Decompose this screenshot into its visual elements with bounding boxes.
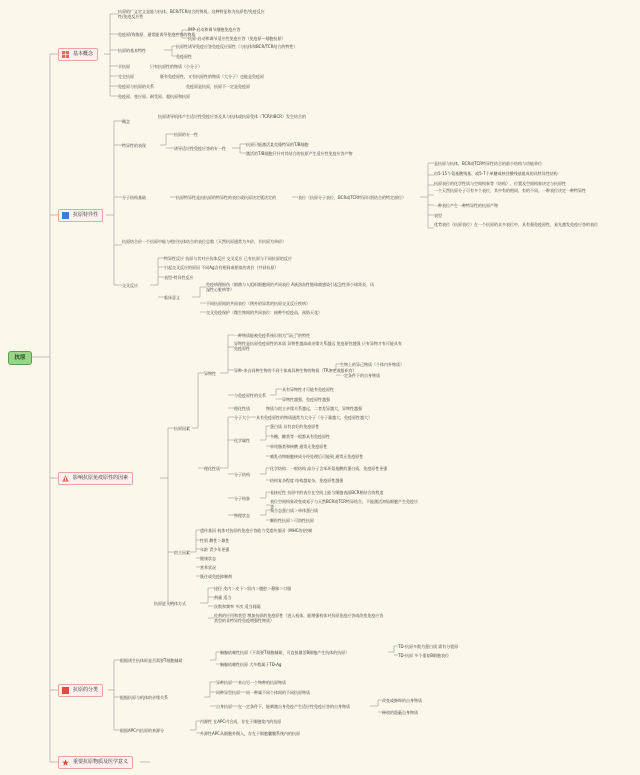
warning-icon — [62, 475, 69, 482]
node-s2-n3c5[interactable]: 一种表位产生一种特异性的抗原产物 — [434, 203, 498, 208]
node-s2-n5d3[interactable]: 交叉免疫保护（微生物间的共同表位：接种牛痘疫苗，预防天花） — [206, 310, 322, 315]
section-important-antigens[interactable] — [58, 756, 133, 769]
grid-icon — [62, 51, 69, 58]
node-s3-n3b[interactable]: 剂量 适当 — [214, 595, 232, 600]
node-s1-n5[interactable]: 完全抗原 — [118, 74, 134, 79]
node-s3-n2e[interactable]: 营养状况 — [200, 565, 216, 570]
node-s1-n4[interactable]: 半抗原 — [118, 64, 130, 69]
node-s3-n2a[interactable]: 遗传基因 机体对抗原的免疫应答能力受遗传基因（MHC的)控制 — [200, 528, 313, 533]
node-s4-n2a1[interactable]: 来自另一个物种的抗原物质 — [238, 680, 286, 685]
node-s1-n4a[interactable]: 只有抗原性的物质（小分子） — [150, 64, 202, 69]
node-s3-n3a[interactable]: 途径 皮内＞皮下＞肌内＞腹腔＞静脉＞口服 — [214, 586, 292, 591]
node-s4-n3b[interactable]: 外源性APC从细胞外摄入，存在于细胞囊膜系统内的抗原 — [200, 731, 300, 736]
node-s2-n5[interactable]: 交叉反应 — [122, 283, 138, 288]
section-immunogenicity-factors[interactable] — [58, 472, 133, 485]
node-s2-n2a[interactable]: 抗原的专一性 — [174, 132, 198, 137]
section-antigen-classification[interactable] — [58, 684, 103, 697]
node-s2-n3a[interactable]: 抗原特异性是由抗原的特异性的表位或抗原决定簇决定的 — [176, 195, 276, 200]
node-s3-n1a5a[interactable]: 物质与宿主亲缘关系越远，二者差异越大，异物性越强 — [266, 406, 362, 411]
node-s3-n1b3[interactable]: 分子结构 — [234, 472, 250, 477]
node-s2-n3[interactable]: 分子结构基础 — [122, 195, 146, 200]
node-s3-n3d[interactable]: 佐剂的应用和类型 增加抗原的免疫原性（进入机体，能增强机体对抗原免疫应答或改变免疫应答类型的非特异性免疫增强性物质） — [214, 613, 384, 624]
node-s3-n1a5[interactable]: 理化性质 — [234, 406, 250, 411]
node-s1-n7[interactable]: 免疫原、变应原、耐受原、超抗原和抗原 — [118, 94, 190, 99]
section-label: 重要抗原物质及医学意义 — [73, 759, 129, 765]
node-s3-n3[interactable]: 抗原进入机体方式 — [154, 601, 186, 606]
node-s2-n5c[interactable]: 表型-特异性反应 — [164, 275, 194, 280]
section-label: 抗原的分类 — [73, 687, 99, 693]
node-s1-n6a[interactable]: 免疫原是抗原，抗原不一定是免疫原 — [186, 84, 250, 89]
node-s3-n1a3[interactable]: 异种-来自同种生物的不同个体或异种生物的物质（TR决定或组织有） — [234, 368, 357, 373]
node-s2-n5d2[interactable]: 不同抗原间的共同表位（例外的异常的抗原交叉反应疾病） — [206, 301, 310, 306]
node-s3-n1a4b[interactable]: 异物性越强，免疫原性越强 — [282, 397, 330, 402]
node-s3-n1b4a[interactable]: 易接近性 抗原中的表位在空间上能与细胞表面BCR相结合的程度 — [270, 490, 384, 495]
section-label: 基本概念 — [73, 51, 94, 57]
node-s2-n5d[interactable]: 临床意义 — [164, 295, 180, 300]
node-s3-n1b2d[interactable]: 哺乳动物细胞核成分经处理后可能致 通常无免疫原性 — [270, 454, 364, 459]
node-s3-n2[interactable]: 宿主因素 — [174, 550, 190, 555]
node-s4-n2c1b[interactable]: 释放的隐蔽自身物质 — [382, 710, 418, 715]
node-s2-n3c2[interactable]: 由5-15个氨基酸残基、或5-7个单糖或核苷酸残基组成的具特异性结构 — [434, 171, 558, 176]
node-s3-n3c[interactable]: 次数和频率 多次 适当间隔 — [214, 604, 261, 609]
node-s1-n2[interactable]: 免疫原/致敏原，通常能诱导免疫应答的物质 — [118, 32, 196, 37]
node-s3-n1a[interactable]: 异物性 — [204, 371, 216, 376]
node-s3-n2f[interactable]: 既往或免疫抑制剂 — [200, 574, 232, 579]
node-s2-n5d1[interactable]: 免疫病理损伤（细菌与人组织细胞间的共同表位 A族溶血性链球菌感染引起急性肾小球肾炎、风湿性心脏病等） — [206, 282, 375, 293]
node-s4-n2b[interactable]: 同种异型抗原 — [216, 690, 240, 695]
node-s1-n2b[interactable]: 抗原-启动和调节适应性免疫应答（免疫原—细胞抗原） — [188, 36, 286, 41]
node-s3-n1[interactable]: 抗原因素 — [174, 426, 190, 431]
node-s4-n2a[interactable]: 异种抗原 — [216, 680, 232, 685]
node-s4-n1a2[interactable]: TD-抗原 多个重复B细胞表位 — [398, 653, 449, 658]
node-s2-n3b[interactable]: 表位（抗原分子表位，BCR或TCR特异识别结合的特定部位） — [298, 195, 407, 200]
node-s2-n5b[interactable]: 引起交叉反应的原因 不同Ag含有相同或相似的表位（共同抗原） — [164, 265, 279, 270]
node-s3-n1b[interactable]: 理化性质 — [204, 466, 220, 471]
node-s3-n1b2b[interactable]: 多糖、糖类等一般都具有免疫原性 — [270, 434, 330, 439]
node-s3-n1b5a[interactable]: 聚合态蛋白质＞单体蛋白质 — [270, 508, 318, 513]
section-label: 抗原特异性 — [73, 212, 99, 218]
node-s3-n1a1[interactable]: 一种物质能被免疫系统识别为“异己”的特性 — [234, 333, 311, 338]
node-s3-n1b2a[interactable]: 蛋白质 具有良好的免疫原性 — [270, 424, 320, 429]
node-s3-n1a2[interactable]: 异物性是抗原免疫原性的本质 异物性越高或亲缘关系越远 免疫原性越强 只有异物才有可能具有免疫原性 — [234, 341, 402, 352]
node-s3-n2c[interactable]: 年龄 青少年更强 — [200, 547, 230, 552]
node-s3-n1b2[interactable]: 化学属性 — [234, 438, 250, 443]
node-s3-n1b2c[interactable]: 单纯脂类和核酸 通常无免疫原性 — [270, 444, 328, 449]
node-s4-n2c1a[interactable]: 改变或修饰的自身物质 — [382, 698, 422, 703]
node-s3-n1a4a[interactable]: 具有异物性才可能有免疫原性 — [282, 387, 334, 392]
node-s3-n2b[interactable]: 性别 雌性＞雄性 — [200, 538, 230, 543]
section-label: 影响抗原免疫原性的因素 — [73, 475, 129, 481]
section-antigen-specificity[interactable] — [58, 209, 103, 222]
node-s3-n1a3a[interactable]: 生物上的异己物质（个体内外物质） — [340, 362, 404, 367]
node-s1-n3a[interactable]: 抗原性诱导免疫应答免疫反应原性（与抗体和BCR/TCR结合的特性） — [176, 44, 298, 49]
node-s2-n3c4[interactable]: 一个天然抗原分子可有多个表位，其中有的相同，有的不同。一种表位决定一种特异性 — [434, 188, 586, 193]
node-s3-n1b3a[interactable]: 化学结构：一般结构 高分子含苯环氨基酸的蛋白质，免疫原性更强 — [270, 466, 388, 471]
node-s2-n3c6[interactable]: 表型 — [434, 213, 442, 218]
node-s1-n1[interactable]: 抗原的广义定义是能与抗体、BCR/TCR结合的物质。这种特征称为抗原性/免疫反应性/免疫反应性 — [118, 9, 265, 20]
node-s4-n2b1[interactable]: 同一种属不同个体间的不同抗原物质 — [246, 690, 310, 695]
node-s4-n2c1[interactable]: 在一定条件下，能刺激自身免疫产生适应性免疫应答的自身物质 — [238, 704, 350, 709]
node-s2-n2b1[interactable]: 抗原只能激活某克隆特异的T/B细胞 — [246, 142, 309, 147]
node-s3-n1a3b[interactable]: 一定条件下的自身物质 — [340, 373, 380, 378]
node-s4-n1b[interactable]: 胸腺依赖性抗原 大多数属于TD-Ag — [220, 662, 282, 667]
node-s2-n2b[interactable]: 诱导适应性免疫应答的专一性 — [174, 146, 226, 151]
node-s1-n6[interactable]: 免疫原与抗原的关系 — [118, 84, 154, 89]
star-icon — [62, 759, 69, 766]
node-s3-n1b5[interactable]: 物理状态 — [234, 513, 250, 518]
node-s3-n1b1[interactable]: 分子大小 — [234, 415, 250, 420]
node-s1-n5a[interactable]: 既有免疫原性，又有抗原性的物质（大分子）也能是免疫原 — [160, 74, 264, 79]
node-s1-n3b[interactable]: 免疫原性 — [176, 54, 192, 59]
node-s1-n3[interactable]: 抗原的基本特性 — [118, 48, 146, 53]
node-s3-n1a4[interactable]: 与免疫原性的关系 — [234, 393, 266, 398]
node-s2-n3c7[interactable]: 优势表位（抗原表位）在一个抗原的众多表位中，具有强免疫原性，易先激发免疫应答的表位 — [434, 222, 598, 227]
node-s2-n4[interactable]: 抗原结合价一个抗原中能与相应抗体结合的表位总数（天然抗原通常为多价，半抗原为单价） — [122, 239, 286, 244]
node-s4-n2[interactable]: 根据抗原与机体的亲缘关系 — [120, 695, 168, 700]
node-s3-n1b1a[interactable]: 具有免疫原性的物质通常为大分子（分子量越大，免疫原性越大） — [256, 415, 372, 420]
node-s3-n2d[interactable]: 健康状态 — [200, 556, 216, 561]
node-s2-n2b2[interactable]: 激活的T/B细胞只针对其结合的抗原产生适应性免疫应答产物 — [246, 151, 353, 156]
node-s4-n1[interactable]: 根据诱生抗体时是否需要T细胞辅助 — [120, 658, 183, 663]
node-s4-n2c[interactable]: 自身抗原 — [216, 704, 232, 709]
node-s3-n1b4b[interactable]: 表位空间构象改变或易于与天然BCR或TCR特异结合、不能激活初始细胞产生免疫应答 — [270, 499, 419, 510]
node-s3-n1b4[interactable]: 分子构象 — [234, 496, 250, 501]
node-s2-n2[interactable]: 特异性的表现 — [122, 143, 146, 148]
square-icon — [62, 687, 69, 694]
square-icon — [62, 212, 69, 219]
node-s2-n3c1[interactable]: 是抗原与抗体、BCR或TCR特异性结合的最小结构与功能单位 — [434, 161, 543, 166]
node-s4-n3[interactable]: 根据APC内抗原的来源分 — [120, 728, 164, 733]
root-node[interactable]: 抗原 — [8, 351, 32, 365]
section-basic-concept[interactable] — [58, 48, 98, 61]
node-s2-n5a[interactable]: 特异性反应 抗原与其对应抗体反应 交叉反应 已有抗原与不同抗原的反应 — [164, 256, 292, 261]
node-s2-n3c3[interactable]: 抗原表位的化学性质与空间构象等（结构）、位置及空间构象决定与抗原性 — [434, 181, 566, 186]
node-s4-n1a1[interactable]: TD-抗原多数为蛋白质 需有分裂原 — [398, 644, 459, 649]
node-s4-n1a[interactable]: 胸腺依赖性抗原（不需要T细胞辅助，可直接激活B细胞产生抗体的抗原） — [220, 650, 350, 655]
node-s2-n1a[interactable]: 抗原诱导机体产生适应性免疫应答及其与抗体或抗原受体（TCR和BCR）发生结合的 — [158, 114, 307, 119]
node-s4-n3a[interactable]: 内源性 在APC内合成，存在于细胞浆内的抗原 — [200, 719, 282, 724]
node-s3-n1b5b[interactable]: 颗粒性抗原＞可溶性抗原 — [270, 518, 314, 523]
node-s1-n2a[interactable]: IMP-启动和调节细胞免疫应答 — [188, 27, 241, 32]
node-s2-n1[interactable]: 概念 — [122, 119, 130, 124]
node-s3-n1b3b[interactable]: 结构复杂程度 结构越复杂，免疫原性越强 — [270, 478, 344, 483]
